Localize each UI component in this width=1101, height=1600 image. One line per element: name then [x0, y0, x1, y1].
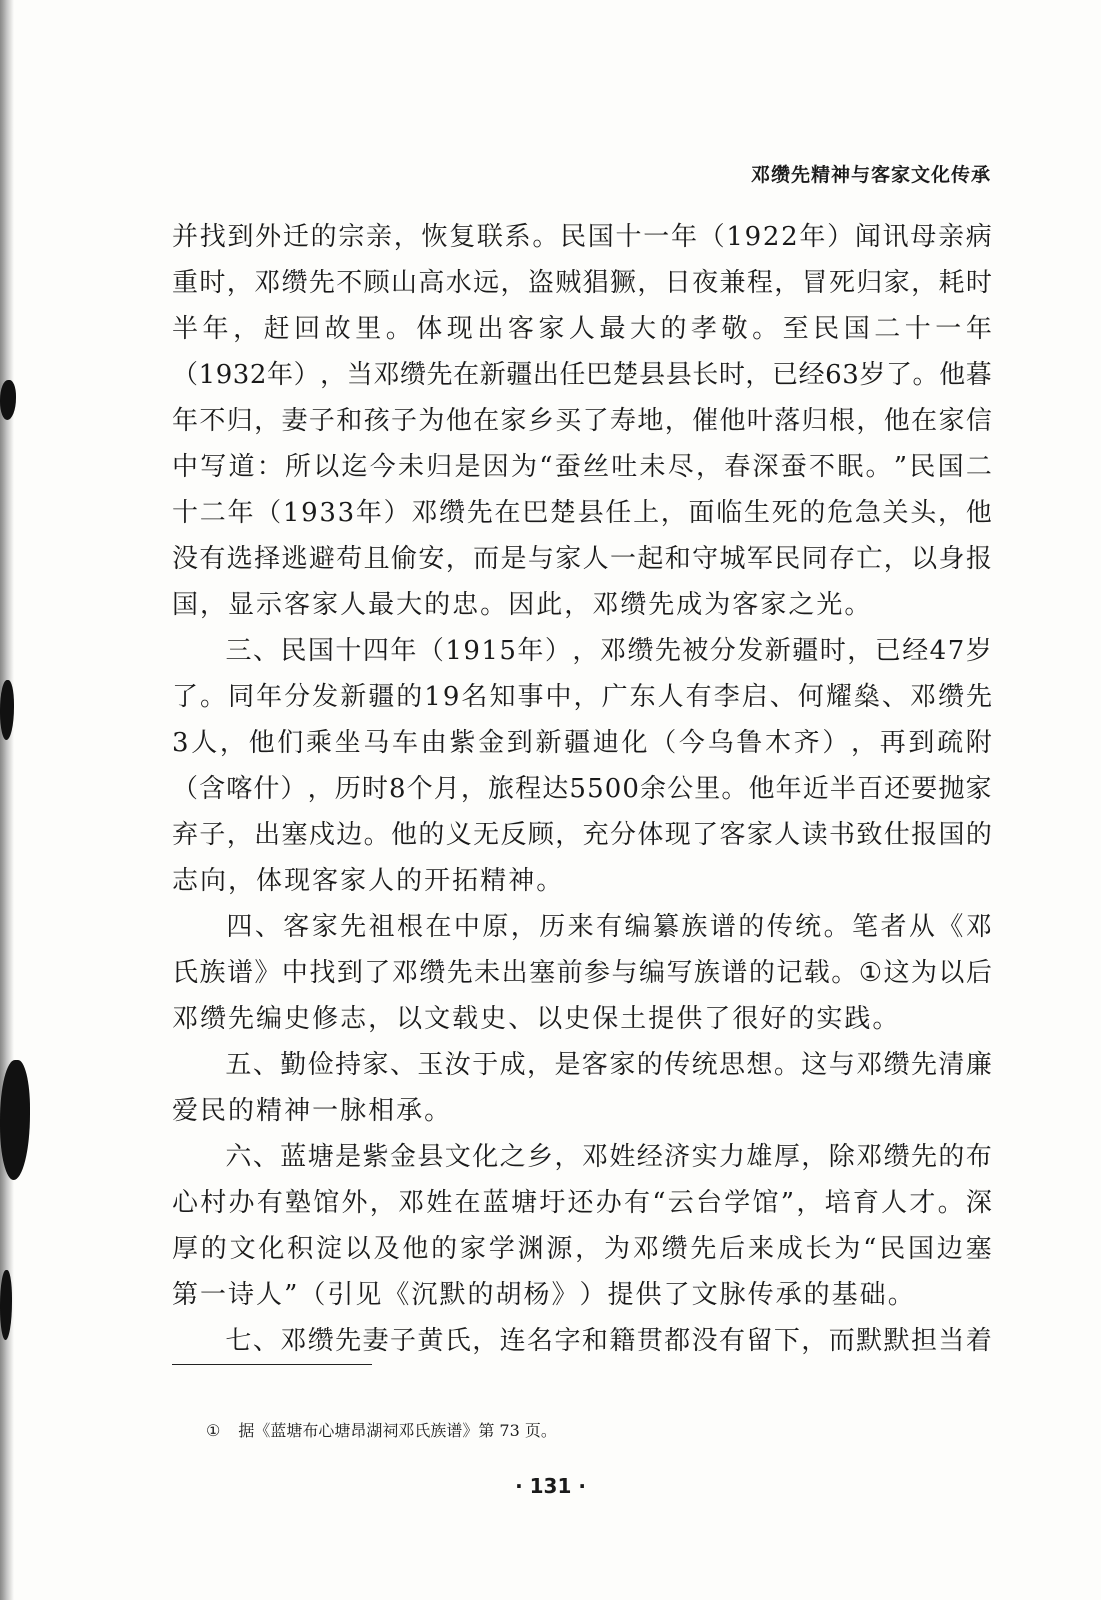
text-line: 邓 缵 先 编 史 修 志 ， 以 文 载 史 、 以 史 保 土 提 供 了 很 好 的 实 践 。	[172, 1004, 899, 1034]
running-title: 邓缵先精神与客家文化传承	[750, 164, 991, 186]
ink-blot	[0, 1060, 30, 1180]
text-line: 七 、 邓 缵 先 妻 子 黄 氏 ， 连 名 字 和 籍 贯 都 没 有 留 下 ， 而 默 默 担 当 着	[225, 1326, 992, 1356]
binding-edge-shadow	[0, 0, 14, 1600]
text-line: 没 有 选 择 逃 避 苟 且 偷 安 ， 而 是 与 家 人 一 起 和 守 城 军 民 同 存 亡 ， 以 身 报	[172, 544, 992, 574]
text-line: 年 不 归 ， 妻 子 和 孩 子 为 他 在 家 乡 买 了 寿 地 ， 催 他 叶 落 归 根 ， 他 在 家 信	[172, 406, 992, 436]
text-line: 弃 子 ， 出 塞 戍 边 。 他 的 义 无 反 顾 ， 充 分 体 现 了 客 家 人 读 书 致 仕 报 国 的	[172, 820, 992, 850]
text-line: 第 一 诗 人 ” （ 引 见 《 沉 默 的 胡 杨 》 ） 提 供 了 文 脉 传 承 的 基 础 。	[172, 1280, 914, 1310]
text-line: 心 村 办 有 塾 馆 外 ， 邓 姓 在 蓝 塘 圩 还 办 有 “ 云 台 学 馆 ” ， 培 育 人 才 。 深	[172, 1188, 992, 1218]
text-line: （ 1 9 3 2 年 ） ， 当 邓 缵 先 在 新 疆 出 任 巴 楚 县 县 长 时 ， 已 经 6 3 岁 了 。 他 暮	[172, 360, 992, 390]
text-line: 四 、 客 家 先 祖 根 在 中 原 ， 历 来 有 编 纂 族 谱 的 传 统 。 笔 者 从 《 邓	[226, 912, 992, 942]
text-line: 半 年 ， 赶 回 故 里 。 体 现 出 客 家 人 最 大 的 孝 敬 。 至 民 国 二 十 一 年	[172, 314, 992, 344]
text-line: 重 时 ， 邓 缵 先 不 顾 山 高 水 远 ， 盗 贼 猖 獗 ， 日 夜 兼 程 ， 冒 死 归 家 ， 耗 时	[172, 268, 992, 298]
text-line: 三 、 民 国 十 四 年 （ 1 9 1 5 年 ） ， 邓 缵 先 被 分 发 新 疆 时 ， 已 经 4 7 岁	[225, 636, 992, 666]
text-line: 了 。 同 年 分 发 新 疆 的 1 9 名 知 事 中 ， 广 东 人 有 李 启 、 何 耀 燊 、 邓 缵 先	[172, 682, 992, 712]
text-line: 氏 族 谱 》 中 找 到 了 邓 缵 先 未 出 塞 前 参 与 编 写 族 谱 的 记 载 。 ① 这 为 以 后	[172, 958, 992, 988]
text-line: 志 向 ， 体 现 客 家 人 的 开 拓 精 神 。	[172, 866, 563, 896]
text-line: 厚 的 文 化 积 淀 以 及 他 的 家 学 渊 源 ， 为 邓 缵 先 后 来 成 长 为 “ 民 国 边 塞	[172, 1234, 992, 1264]
text-line: 中 写 道 ： 所 以 迄 今 未 归 是 因 为 “ 蚕 丝 吐 未 尽 ， 春 深 蚕 不 眠 。 ” 民 国 二	[172, 452, 992, 482]
footnote-marker: ①	[206, 1421, 221, 1440]
text-line: 3 人 ， 他 们 乘 坐 马 车 由 紫 金 到 新 疆 迪 化 （ 今 乌 鲁 木 齐 ） ， 再 到 疏 附	[172, 728, 992, 758]
body-text	[172, 214, 992, 1364]
text-line: （ 含 喀 什 ） ， 历 时 8 个 月 ， 旅 程 达 5 5 0 0 余 公 里 。 他 年 近 半 百 还 要 抛 家	[172, 774, 992, 804]
text-line: 国 ， 显 示 客 家 人 最 大 的 忠 。 因 此 ， 邓 缵 先 成 为 客 家 之 光 。	[172, 590, 871, 620]
footnote-divider	[172, 1364, 372, 1365]
footnote-text: 据《蓝塘布心塘昂湖祠邓氏族谱》第 73 页。	[238, 1421, 557, 1440]
text-line: 爱 民 的 精 神 一 脉 相 承 。	[172, 1096, 451, 1126]
page-number: · 131 ·	[515, 1474, 586, 1498]
footnote	[206, 1418, 557, 1441]
text-line: 并 找 到 外 迁 的 宗 亲 ， 恢 复 联 系 。 民 国 十 一 年 （ 1 9 2 2 年 ） 闻 讯 母 亲 病	[172, 222, 992, 252]
text-line: 五 、 勤 俭 持 家 、 玉 汝 于 成 ， 是 客 家 的 传 统 思 想 。 这 与 邓 缵 先 清 廉	[225, 1050, 992, 1080]
text-line: 六 、 蓝 塘 是 紫 金 县 文 化 之 乡 ， 邓 姓 经 济 实 力 雄 厚 ， 除 邓 缵 先 的 布	[225, 1142, 992, 1172]
text-line: 十 二 年 （ 1 9 3 3 年 ） 邓 缵 先 在 巴 楚 县 任 上 ， 面 临 生 死 的 危 急 关 头 ， 他	[172, 498, 992, 528]
